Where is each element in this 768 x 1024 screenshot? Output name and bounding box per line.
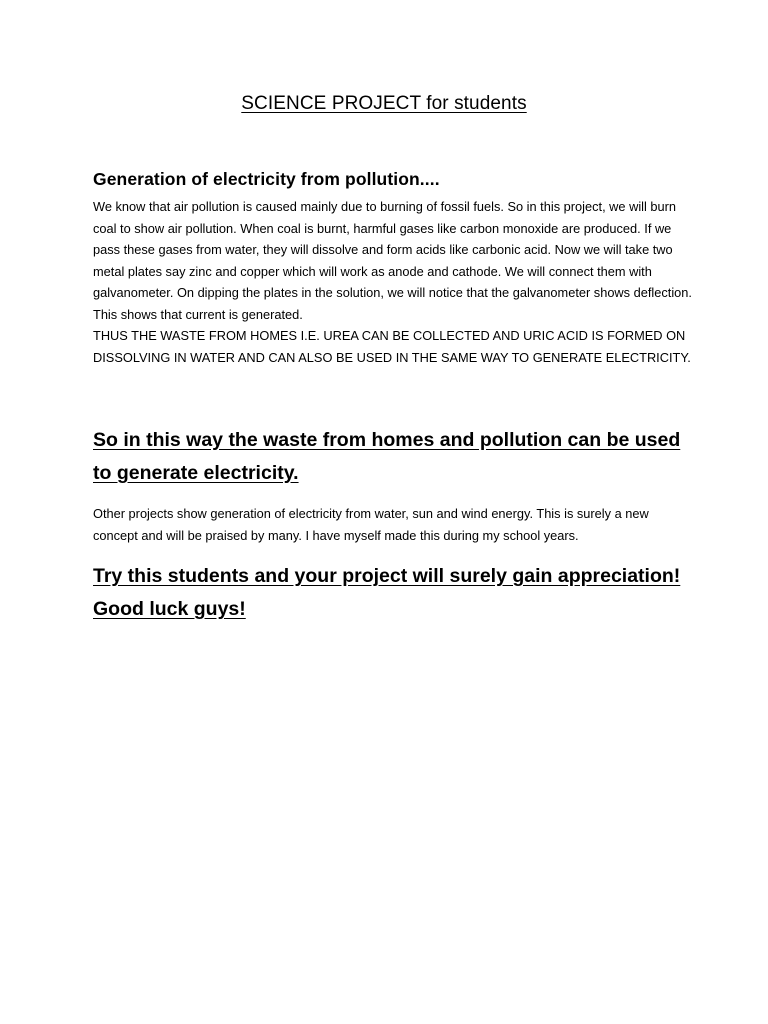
intro-paragraph-caps: THUS THE WASTE FROM HOMES I.E. UREA CAN BE COLLECTED AND URIC ACID IS FORMED ON DISSOLVING IN WATER AND CAN ALSO BE USED IN THE SAME WAY TO GENERATE ELECTRICITY. xyxy=(93,328,691,365)
closing-heading: Try this students and your project will surely gain appreciation! Good luck guys! xyxy=(93,565,681,620)
page-title: SCIENCE PROJECT for students xyxy=(241,93,527,114)
intro-paragraph xyxy=(93,196,693,368)
section-heading: Generation of electricity from pollution.... xyxy=(93,169,440,189)
intro-paragraph-text: We know that air pollution is caused mainly due to burning of fossil fuels. So in this project, we will burn coal to show air pollution. When coal is burnt, harmful gases like carbon monoxide are produced. If we pass these gases from water, they will dissolve and form acids like carbonic acid. Now we will take two metal plates say zinc and copper which will work as anode and cathode. We will connect them with galvanometer. On dipping the plates in the solution, we will notice that the galvanometer shows deflection. This shows that current is generated. xyxy=(93,199,692,322)
other-projects-paragraph: Other projects show generation of electricity from water, sun and wind energy. This is surely a new concept and will be praised by many. I have myself made this during my school years. xyxy=(93,506,649,543)
conclusion-heading: So in this way the waste from homes and pollution can be used to generate electricity. xyxy=(93,429,681,484)
